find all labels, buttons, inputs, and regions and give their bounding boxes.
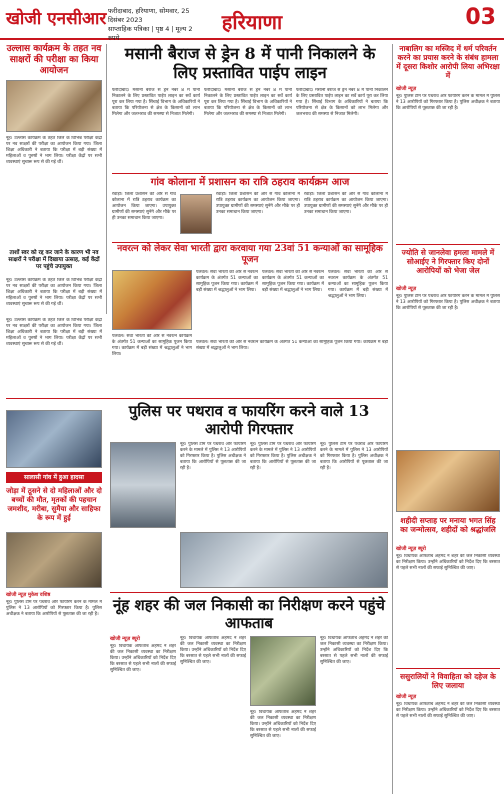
masthead bbox=[0, 0, 504, 40]
body-jodo: नूंह। पुलिस टीम पर पथराव और फायरिंग करने के मामले में पुलिस ने 13 आरोपियों को गिरफ्तार किया है। पुलिस अधीक्षक ने बताया कि आरोपियों से पूछताछ की जा रही है। bbox=[6, 600, 102, 617]
subline-text: साप्ताहिक पत्रिका | पृष्ठ 4 | मूल्य 2 रुपये bbox=[108, 25, 193, 42]
photo-ullas bbox=[6, 80, 102, 132]
body-masani-2: फरीदाबाद। मसानी बैराज से ड्रेन नंबर 8 में पानी निकालने के लिए प्रस्तावित पाईप लाइन का सर्वे कार्य पूरा कर लिया गया है। सिंचाई विभाग के अधिकारियों ने बताया कि परियोजना से क्षेत्र के किसानों को लाभ मिलेगा और जलभराव की समस्या से निजात मिलेगी। bbox=[204, 88, 292, 117]
body-samuhik-1: पलवल। सेवा भारती की ओर से नवरत्न कार्यक्रम के अंतर्गत 51 कन्याओं का सामूहिक पूजन किया गया। कार्यक्रम में बड़ी संख्या में श्रद्धालुओं ने भाग लिया। bbox=[196, 270, 258, 293]
body-gaon-1: रेवाड़ी। जिला प्रशासन की ओर से गांव कोलाना में रात्रि ठहराव कार्यक्रम का आयोजन किया जाएगा। उपायुक्त ग्रामीणों की समस्याएं सुनेंगे और मौके पर ही उनका समाधान किया जाएगा। bbox=[112, 192, 176, 221]
divider bbox=[6, 398, 388, 399]
body-nuh-4: नूंह। विधायक आफताब अहमद ने शहर की जल निकासी व्यवस्था का निरीक्षण किया। उन्होंने अधिकारियों को निर्देश दिए कि बरसात से पहले सभी नालों की सफाई सुनिश्चित की जाए। bbox=[320, 636, 388, 665]
headline-right-4: ससुरालियों ने विवाहिता को दहेज के लिए जलाया bbox=[400, 672, 496, 690]
body-masani-3: फरीदाबाद। मसानी बैराज से ड्रेन नंबर 8 में पानी निकालने के लिए प्रस्तावित पाईप लाइन का सर्वे कार्य पूरा कर लिया गया है। सिंचाई विभाग के अधिकारियों ने बताया कि परियोजना से क्षेत्र के किसानों को लाभ मिलेगा और जलभराव की समस्या से निजात मिलेगी। bbox=[296, 88, 388, 117]
body-right-3: नूंह। विधायक आफताब अहमद ने शहर की जल निकासी व्यवस्था का निरीक्षण किया। उन्होंने अधिकारियों को निर्देश दिए कि बरसात से पहले सभी नालों की सफाई सुनिश्चित की जाए। bbox=[396, 554, 500, 571]
story-ullas bbox=[6, 44, 102, 77]
kicker-salasi: सालासी गांव में हुआ हादसा bbox=[6, 472, 102, 483]
headline-right-1: नाबालिग का मस्जिद में धर्म परिवर्तन करने का प्रयास करने के संबंध हामला में दूसरा किशोर आरोपी लिया अभिरक्षा में bbox=[396, 44, 500, 80]
headline-ullas: उल्लास कार्यक्रम के तहत नव साक्षरों की परीक्षा का किया आयोजन bbox=[6, 44, 102, 76]
headline-nuh: नूंह शहर की जल निकासी का निरीक्षण करने पहुंचे आफताब bbox=[113, 596, 385, 632]
body-police-2: नूंह। पुलिस टीम पर पथराव और फायरिंग करने के मामले में पुलिस ने 13 आरोपियों को गिरफ्तार किया है। पुलिस अधीक्षक ने बताया कि आरोपियों से पूछताछ की जा रही है। bbox=[250, 442, 316, 471]
body-police-1: नूंह। पुलिस टीम पर पथराव और फायरिंग करने के मामले में पुलिस ने 13 आरोपियों को गिरफ्तार किया है। पुलिस अधीक्षक ने बताया कि आरोपियों से पूछताछ की जा रही है। bbox=[180, 442, 246, 471]
section-title: हरियाणा bbox=[221, 10, 283, 34]
headline-masani: मसानी बैराज से ड्रेन 8 में पानी निकालने के लिए प्रस्तावित पाईप लाइन bbox=[124, 44, 376, 82]
headline-right-2: ज्योति से जानलेवा हमला मामले में सोआईए ने गिरफ्तार किए दोनों आरोपियों को भेजा जेल bbox=[401, 248, 495, 275]
headline-police: पुलिस पर पथराव व फायरिंग करने वाले 13 आरोपी गिरफ्तार bbox=[128, 402, 370, 438]
photo-official bbox=[180, 194, 212, 234]
dateline-text: फरीदाबाद, हरियाणा, सोमवार, 25 दिसंबर 2023 bbox=[108, 7, 190, 24]
byline-right-4: खोजी न्यूज़ bbox=[396, 694, 417, 700]
photo-police-group bbox=[180, 532, 388, 588]
body-masani-1: फरीदाबाद। मसानी बैराज से ड्रेन नंबर 8 में पानी निकालने के लिए प्रस्तावित पाईप लाइन का सर्वे कार्य पूरा कर लिया गया है। सिंचाई विभाग के अधिकारियों ने बताया कि परियोजना से क्षेत्र के किसानों को लाभ मिलेगा और जलभराव की समस्या से निजात मिलेगी। bbox=[112, 88, 200, 117]
headline-right-3: शहीदी सप्ताह पर मनाया भगत सिंह का जन्मोत्सव, शहीदों को श्रद्धांजलि bbox=[400, 516, 496, 534]
page-number: 03 bbox=[465, 5, 496, 30]
divider bbox=[396, 668, 500, 669]
byline-right-2: खोजी न्यूज़ bbox=[396, 286, 417, 292]
headline-gaon: गांव कोलाना में प्रशासन का रात्रि ठहराव कार्यक्रम आज bbox=[150, 177, 350, 188]
photo-arrested bbox=[110, 442, 176, 528]
column-divider bbox=[106, 44, 107, 314]
body-gaon-3: रेवाड़ी। जिला प्रशासन की ओर से गांव कोलाना में रात्रि ठहराव कार्यक्रम का आयोजन किया जाएगा। उपायुक्त ग्रामीणों की समस्याएं सुनेंगे और मौके पर ही उनका समाधान किया जाएगा। bbox=[304, 192, 388, 215]
divider bbox=[112, 242, 388, 243]
body-ullas: नूंह। उल्लास कार्यक्रम के तहत जिले के विभिन्न परीक्षा केंद्रों पर नव साक्षरों की परीक्षा का आयोजन किया गया। जिला शिक्षा अधिकारी ने बताया कि परीक्षा में बड़ी संख्या में महिलाओं व पुरुषों ने भाग लिया। परीक्षा केंद्रों पर सभी व्यवस्थाएं सुचारू रूप से की गई थीं। bbox=[6, 136, 102, 165]
subhead-ullas: ताशों स्वर को रद्द कर जाने के कारण भी नव साक्षरों ने परीक्षा में दिखाया उत्साह, कई केंद्रों पर पहुंचे उपायुक्त bbox=[8, 250, 100, 270]
photo-kanya-pujan bbox=[112, 270, 192, 330]
photo-jodo bbox=[6, 532, 102, 588]
body-samuhik-3: पलवल। सेवा भारती की ओर से नवरत्न कार्यक्रम के अंतर्गत 51 कन्याओं का सामूहिक पूजन किया गया। कार्यक्रम में बड़ी संख्या में श्रद्धालुओं ने भाग लिया। bbox=[328, 270, 388, 299]
column-divider bbox=[392, 44, 393, 794]
publication-logo: खोजी एनसीआर bbox=[6, 9, 107, 29]
photo-bhagat-singh bbox=[396, 450, 500, 512]
body-nuh-3: नूंह। विधायक आफताब अहमद ने शहर की जल निकासी व्यवस्था का निरीक्षण किया। उन्होंने अधिकारियों को निर्देश दिए कि बरसात से पहले सभी नालों की सफाई सुनिश्चित की जाए। bbox=[250, 710, 316, 739]
divider bbox=[396, 244, 500, 245]
photo-police bbox=[6, 410, 102, 468]
photo-nuh bbox=[250, 636, 316, 706]
story-masani bbox=[112, 44, 388, 82]
headline-jodo: जोड़ा में ठूसने से दो महिलाओं और दो बच्चों की मौत, मृतकों की पहचान जमशीद, मरीबा, सुमैया और साहिफा के रूप में हुई bbox=[6, 486, 102, 522]
byline-right-1: खोजी न्यूज़ bbox=[396, 86, 417, 92]
body-police-3: नूंह। पुलिस टीम पर पथराव और फायरिंग करने के मामले में पुलिस ने 13 आरोपियों को गिरफ्तार किया है। पुलिस अधीक्षक ने बताया कि आरोपियों से पूछताछ की जा रही है। bbox=[320, 442, 388, 471]
body-gaon-2: रेवाड़ी। जिला प्रशासन की ओर से गांव कोलाना में रात्रि ठहराव कार्यक्रम का आयोजन किया जाएगा। उपायुक्त ग्रामीणों की समस्याएं सुनेंगे और मौके पर ही उनका समाधान किया जाएगा। bbox=[216, 192, 300, 215]
byline-right-3: खोजी न्यूज़ ब्यूरो bbox=[396, 546, 426, 552]
body-ullas-2: नूंह। उल्लास कार्यक्रम के तहत जिले के विभिन्न परीक्षा केंद्रों पर नव साक्षरों की परीक्षा का आयोजन किया गया। जिला शिक्षा अधिकारी ने बताया कि परीक्षा में बड़ी संख्या में महिलाओं व पुरुषों ने भाग लिया। परीक्षा केंद्रों पर सभी व्यवस्थाएं सुचारू रूप से की गई थीं। bbox=[6, 278, 102, 307]
byline-jodo: खोजी न्यूज़ मुकेश वशिष्ठ bbox=[6, 592, 51, 598]
body-samuhik-4: पलवल। सेवा भारती की ओर से नवरत्न कार्यक्रम के अंतर्गत 51 कन्याओं का सामूहिक पूजन किया गया। कार्यक्रम में बड़ी संख्या में श्रद्धालुओं ने भाग लिया। bbox=[112, 334, 192, 357]
body-right-2: नूंह। पुलिस टीम पर पथराव और फायरिंग करने के मामले में पुलिस ने 13 आरोपियों को गिरफ्तार किया है। पुलिस अधीक्षक ने बताया कि आरोपियों से पूछताछ की जा रही है। bbox=[396, 294, 500, 311]
divider bbox=[112, 173, 388, 174]
divider bbox=[110, 592, 388, 593]
body-right-1: नूंह। पुलिस टीम पर पथराव और फायरिंग करने के मामले में पुलिस ने 13 आरोपियों को गिरफ्तार किया है। पुलिस अधीक्षक ने बताया कि आरोपियों से पूछताछ की जा रही है। bbox=[396, 94, 500, 111]
body-samuhik-5: पलवल। सेवा भारती की ओर से नवरत्न कार्यक्रम के अंतर्गत 51 कन्याओं का सामूहिक पूजन किया गया। कार्यक्रम में बड़ी संख्या में श्रद्धालुओं ने भाग लिया। bbox=[196, 340, 388, 351]
body-nuh-2: नूंह। विधायक आफताब अहमद ने शहर की जल निकासी व्यवस्था का निरीक्षण किया। उन्होंने अधिकारियों को निर्देश दिए कि बरसात से पहले सभी नालों की सफाई सुनिश्चित की जाए। bbox=[180, 636, 246, 665]
body-left-mid: नूंह। उल्लास कार्यक्रम के तहत जिले के विभिन्न परीक्षा केंद्रों पर नव साक्षरों की परीक्षा का आयोजन किया गया। जिला शिक्षा अधिकारी ने बताया कि परीक्षा में बड़ी संख्या में महिलाओं व पुरुषों ने भाग लिया। परीक्षा केंद्रों पर सभी व्यवस्थाएं सुचारू रूप से की गई थीं। bbox=[6, 318, 102, 347]
body-right-4: नूंह। विधायक आफताब अहमद ने शहर की जल निकासी व्यवस्था का निरीक्षण किया। उन्होंने अधिकारियों को निर्देश दिए कि बरसात से पहले सभी नालों की सफाई सुनिश्चित की जाए। bbox=[396, 702, 500, 719]
body-nuh-1: नूंह। विधायक आफताब अहमद ने शहर की जल निकासी व्यवस्था का निरीक्षण किया। उन्होंने अधिकारियों को निर्देश दिए कि बरसात से पहले सभी नालों की सफाई सुनिश्चित की जाए। bbox=[110, 644, 176, 673]
headline-samuhik: नवरत्न को लेकर सेवा भारती द्वारा करवाया गया 23वां 51 कन्याओं का सामूहिक पूजन bbox=[117, 244, 383, 265]
body-samuhik-2: पलवल। सेवा भारती की ओर से नवरत्न कार्यक्रम के अंतर्गत 51 कन्याओं का सामूहिक पूजन किया गया। कार्यक्रम में बड़ी संख्या में श्रद्धालुओं ने भाग लिया। bbox=[262, 270, 324, 293]
byline-nuh: खोजी न्यूज़ ब्यूरो bbox=[110, 636, 140, 642]
